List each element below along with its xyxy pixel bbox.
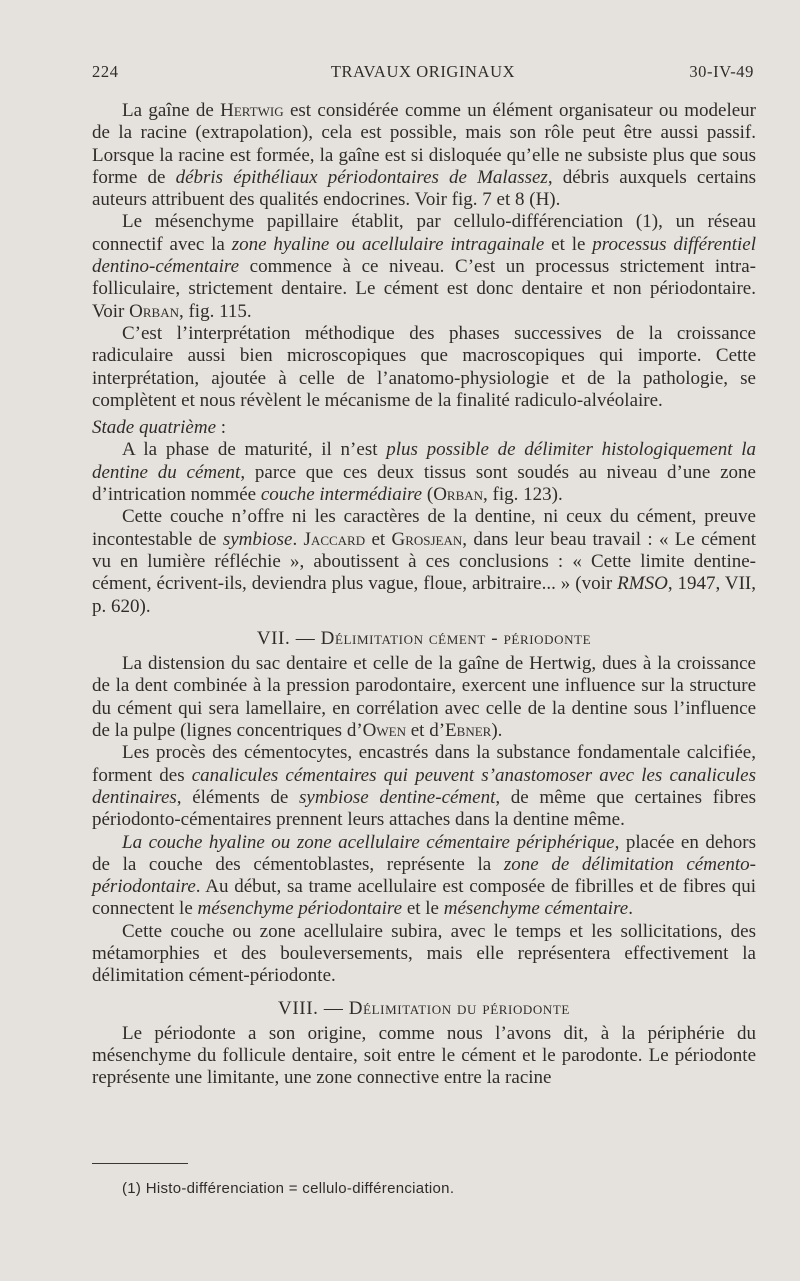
emphasis-term: débris épithéliaux périodontaires de Malassez (175, 166, 548, 188)
footnote-divider (92, 1163, 188, 1164)
section-heading-viii: VIII. — Délimitation du périodonte (278, 997, 570, 1019)
emphasis-term: symbiose (222, 528, 293, 550)
author-name: Owen (362, 720, 406, 742)
emphasis-term: processus différentiel dentino-cémentaire (92, 233, 756, 278)
paragraph-symbiosis: Cette couche n’offre ni les caractères de la dentine, ni ceux du cément, preuve incontestable de symbiose. Jaccard et Grosjean, dans leur beau travail : « Le cément vu en lumière réfléchie », aboutissent à ces conclusions : « Cette limite dentine-cément, écrivent-ils, deviendra plus vague, floue, arbitraire... » (voir RMSO, 1947, VII, p. 620). (92, 506, 757, 617)
issue-date: 30-IV-49 (689, 62, 754, 81)
author-name: Orban (433, 484, 484, 506)
emphasis-term: couche intermédiaire (260, 484, 423, 506)
paragraph-acellular-zone: Cette couche ou zone acellulaire subira, avec le temps et les sollicitations, des métamorphies et des bouleversements, mais elle représentera effectivement la délimitation cément-périodonte. (92, 920, 756, 987)
emphasis-term: mésenchyme périodontaire (197, 898, 403, 920)
author-name: Orban (129, 300, 179, 322)
footnote: (1) Histo-différenciation = cellulo-différenciation. (122, 1180, 455, 1197)
author-name: Ebner (445, 720, 492, 742)
paragraph-distension: La distension du sac dentaire et celle de la gaîne de Hertwig, dues à la croissance de la dent combinée à la pression parodontaire, exercent une influence sur la structure du cément qui sera lamellaire, en corrélation avec celle de la dentine sous l’influence de la pulpe (lignes concentriques d’Owen et d’Ebner). (92, 653, 756, 742)
running-title: TRAVAUX ORIGINAUX (330, 62, 516, 81)
emphasis-term: plus possible de délimiter histologiquement la dentine du cément (92, 439, 756, 483)
emphasis-term: La couche hyaline ou zone acellulaire cémentaire périphérique (122, 831, 615, 853)
journal-name: RMSO (617, 573, 668, 595)
paragraph-maturity: A la phase de maturité, il n’est plus possible de délimiter histologiquement la dentine du cément, parce que ces deux tissus sont soudés au niveau d’une zone d’intrication nommée couche intermédiaire (Orban, fig. 123). (92, 439, 756, 506)
emphasis-term: mésenchyme cémentaire (443, 898, 629, 920)
main-text (92, 100, 756, 1090)
author-name: Jaccard (303, 528, 366, 550)
section-heading-vii: VII. — Délimitation cément - périodonte (256, 627, 592, 649)
paragraph-papillary-mesenchyme: Le mésenchyme papillaire établit, par cellulo-différenciation (1), un réseau connectif avec la zone hyaline ou acellulaire intragainale et le processus différentiel dentino-cémentaire commence à ce niveau. C’est un processus strictement intra-folliculaire, strictement dentaire. Le cément est donc dentaire et non périodontaire. Voir Orban, fig. 115. (92, 211, 756, 322)
paragraph-interpretation: C’est l’interprétation méthodique des phases successives de la croissance radiculaire aussi bien microscopiques que macroscopiques qui importe. Cette interprétation, ajoutée à celle de l’anatomo-physiologie et de la pathologie, se complètent et nous révèlent le mécanisme de la finalité radiculo-alvéolaire. (92, 322, 756, 411)
emphasis-term: zone hyaline ou acellulaire intragainale (231, 233, 545, 255)
paragraph-cementocytes: Les procès des cémentocytes, encastrés dans la substance fondamentale calcifiée, forment des canalicules cémentaires qui peuvent s’anastomoser avec les canalicules dentinaires, éléments de symbiose dentine-cément, de même que certaines fibres périodonto-cémentaires prennent leurs attaches dans la dentine même. (92, 742, 756, 831)
emphasis-term: zone de délimitation cémento-périodontaire (92, 853, 756, 898)
author-name: Hertwig (220, 100, 284, 121)
page-number: 224 (92, 62, 119, 81)
emphasis-term: canalicules cémentaires qui peuvent s’anastomoser avec les canalicules dentinaires (92, 764, 756, 808)
paragraph-periodontium: Le périodonte a son origine, comme nous l’avons dit, à la périphérie du mésenchyme du follicule dentaire, soit entre le cément et le parodonte. Le périodonte représente une limitante, une zone connective entre la racine (92, 1022, 756, 1089)
emphasis-term: symbiose dentine-cément (299, 786, 496, 808)
paragraph-hertwig-sheath: La gaîne de Hertwig est considérée comme un élément organisateur ou modeleur de la racine (extrapolation), cela est possible, mais son rôle peut être aussi passif. Lorsque la racine est formée, la gaîne est si disloquée qu’elle ne subsiste plus que sous forme de débris épithéliaux périodontaires de Malassez, débris auxquels certains auteurs attribuent des qualités endocrines. Voir fig. 7 et 8 (H). (92, 100, 756, 211)
author-name: Grosjean (391, 528, 463, 550)
stage-heading: Stade quatrième : (92, 417, 227, 439)
running-header (92, 62, 754, 86)
paragraph-hyaline-layer: La couche hyaline ou zone acellulaire cémentaire périphérique, placée en dehors de la couche des cémentoblastes, représente la zone de délimitation cémento-périodontaire. Au début, sa trame acellulaire est composée de fibrilles et de fibres qui connectent le mésenchyme périodontaire et le mésenchyme cémentaire. (92, 831, 756, 920)
